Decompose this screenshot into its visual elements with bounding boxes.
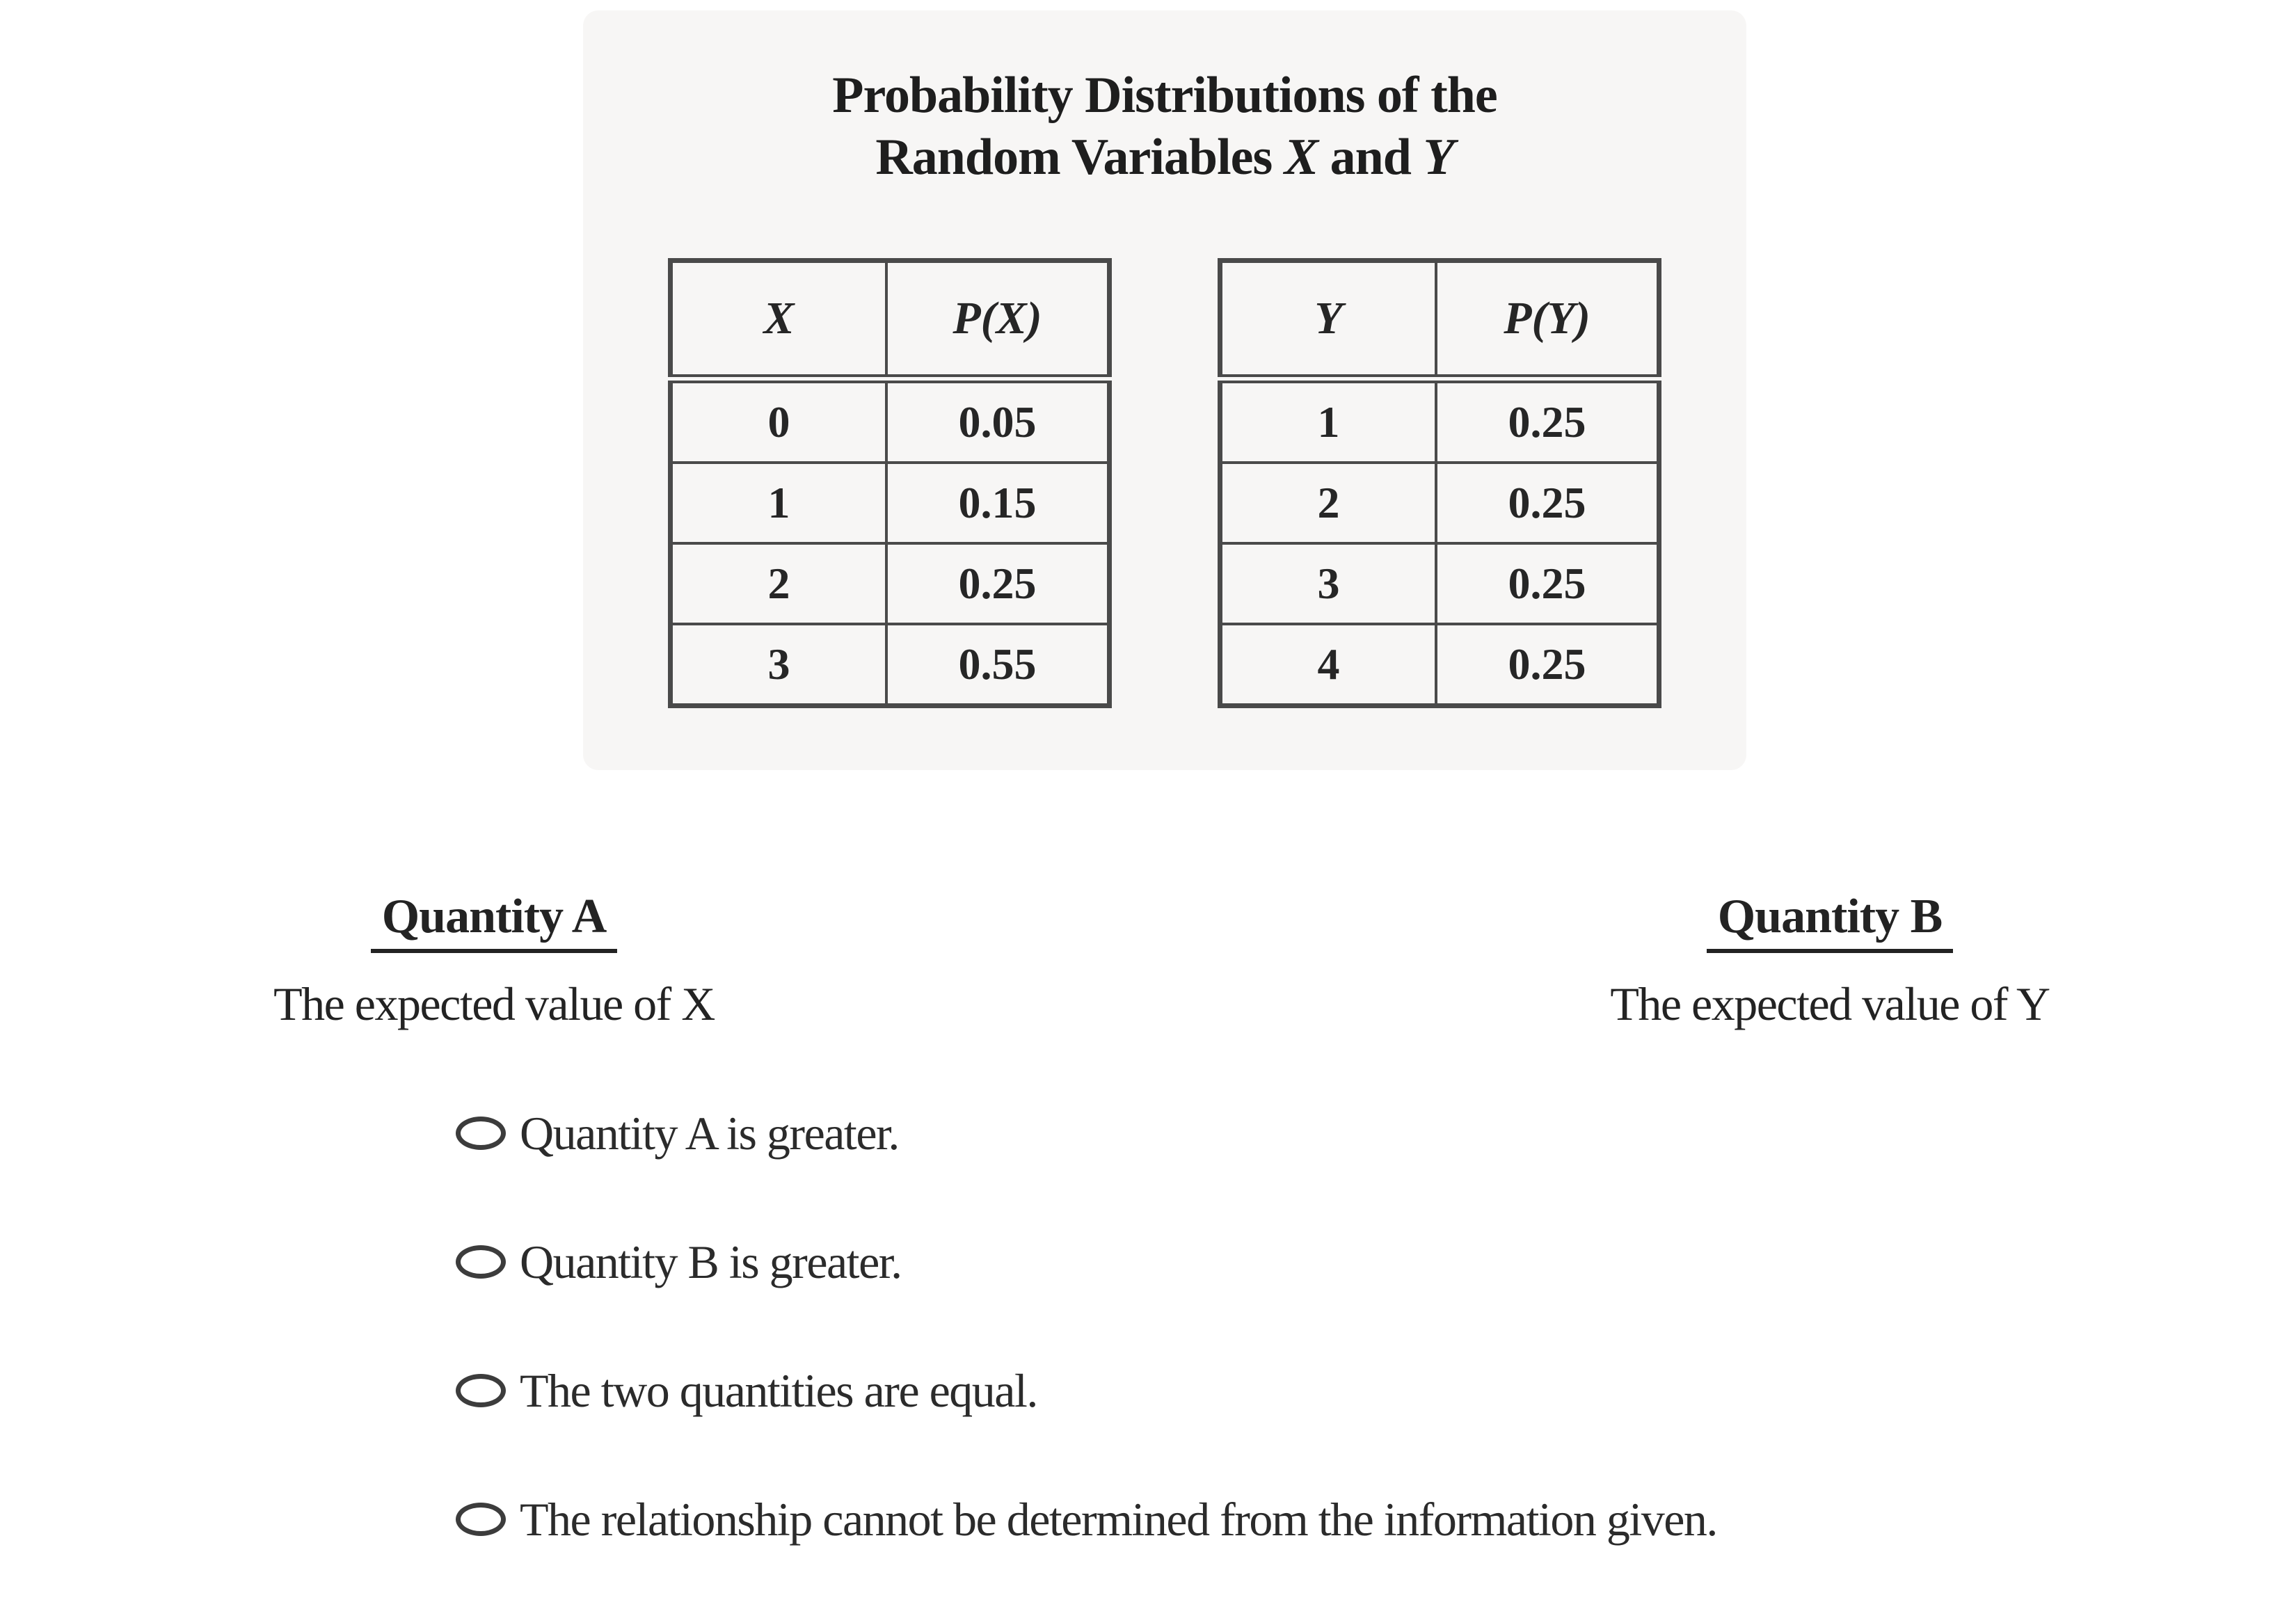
table-header-row (1220, 260, 1659, 378)
x-header-cell: X (671, 260, 887, 378)
table-row (1220, 543, 1659, 624)
option-quantity-b-greater[interactable] (456, 1230, 1717, 1294)
y-value-cell: 1 (1220, 378, 1437, 463)
py-value-cell: 0.25 (1436, 463, 1659, 543)
y-value-cell: 4 (1220, 624, 1437, 706)
option-label[interactable]: Quantity B is greater. (520, 1235, 902, 1288)
variable-y: Y (1423, 128, 1454, 186)
table-header-row (671, 260, 1110, 378)
table-row (1220, 463, 1659, 543)
quantity-a-description: The expected value of X (273, 977, 715, 1030)
figure-title (583, 10, 1746, 189)
py-value-cell: 0.25 (1436, 543, 1659, 624)
distribution-tables (583, 258, 1746, 708)
quantity-b-description: The expected value of Y (1610, 977, 2050, 1030)
table-row (671, 463, 1110, 543)
x-distribution-table (668, 258, 1112, 708)
y-distribution-table (1218, 258, 1661, 708)
px-value-cell: 0.15 (886, 463, 1110, 543)
radio-button-icon[interactable] (456, 1245, 506, 1279)
radio-button-icon[interactable] (456, 1374, 506, 1407)
y-value-cell: 3 (1220, 543, 1437, 624)
py-header-cell: P(Y) (1436, 260, 1659, 378)
px-value-cell: 0.05 (886, 378, 1110, 463)
quantity-a-heading: Quantity A (371, 889, 618, 953)
figure-title-line2-prefix: Random Variables (875, 128, 1273, 186)
x-value-cell: 0 (671, 378, 887, 463)
radio-button-icon[interactable] (456, 1117, 506, 1150)
y-header-cell: Y (1220, 260, 1437, 378)
table-row (1220, 378, 1659, 463)
figure-title-line2-and: and (1330, 128, 1411, 186)
table-row (671, 543, 1110, 624)
option-label[interactable]: The relationship cannot be determined from the information given. (520, 1492, 1717, 1546)
x-value-cell: 1 (671, 463, 887, 543)
px-value-cell: 0.25 (886, 543, 1110, 624)
table-row (671, 378, 1110, 463)
option-quantity-a-greater[interactable] (456, 1101, 1717, 1165)
table-row (1220, 624, 1659, 706)
x-value-cell: 2 (671, 543, 887, 624)
px-value-cell: 0.55 (886, 624, 1110, 706)
quantity-b-heading: Quantity B (1707, 889, 1954, 953)
answer-options (456, 1101, 1717, 1616)
option-cannot-be-determined[interactable] (456, 1487, 1717, 1551)
quantity-b-block (1565, 889, 2094, 1032)
quantity-a-block (230, 889, 758, 1032)
table-row (671, 624, 1110, 706)
x-value-cell: 3 (671, 624, 887, 706)
figure-title-line1: Probability Distributions of the (832, 67, 1497, 124)
y-value-cell: 2 (1220, 463, 1437, 543)
option-quantities-equal[interactable] (456, 1359, 1717, 1423)
px-header-cell: P(X) (886, 260, 1110, 378)
variable-x: X (1284, 128, 1318, 186)
py-value-cell: 0.25 (1436, 624, 1659, 706)
option-label[interactable]: The two quantities are equal. (520, 1363, 1037, 1417)
figure-panel (583, 10, 1746, 770)
option-label[interactable]: Quantity A is greater. (520, 1106, 899, 1160)
py-value-cell: 0.25 (1436, 378, 1659, 463)
radio-button-icon[interactable] (456, 1503, 506, 1536)
